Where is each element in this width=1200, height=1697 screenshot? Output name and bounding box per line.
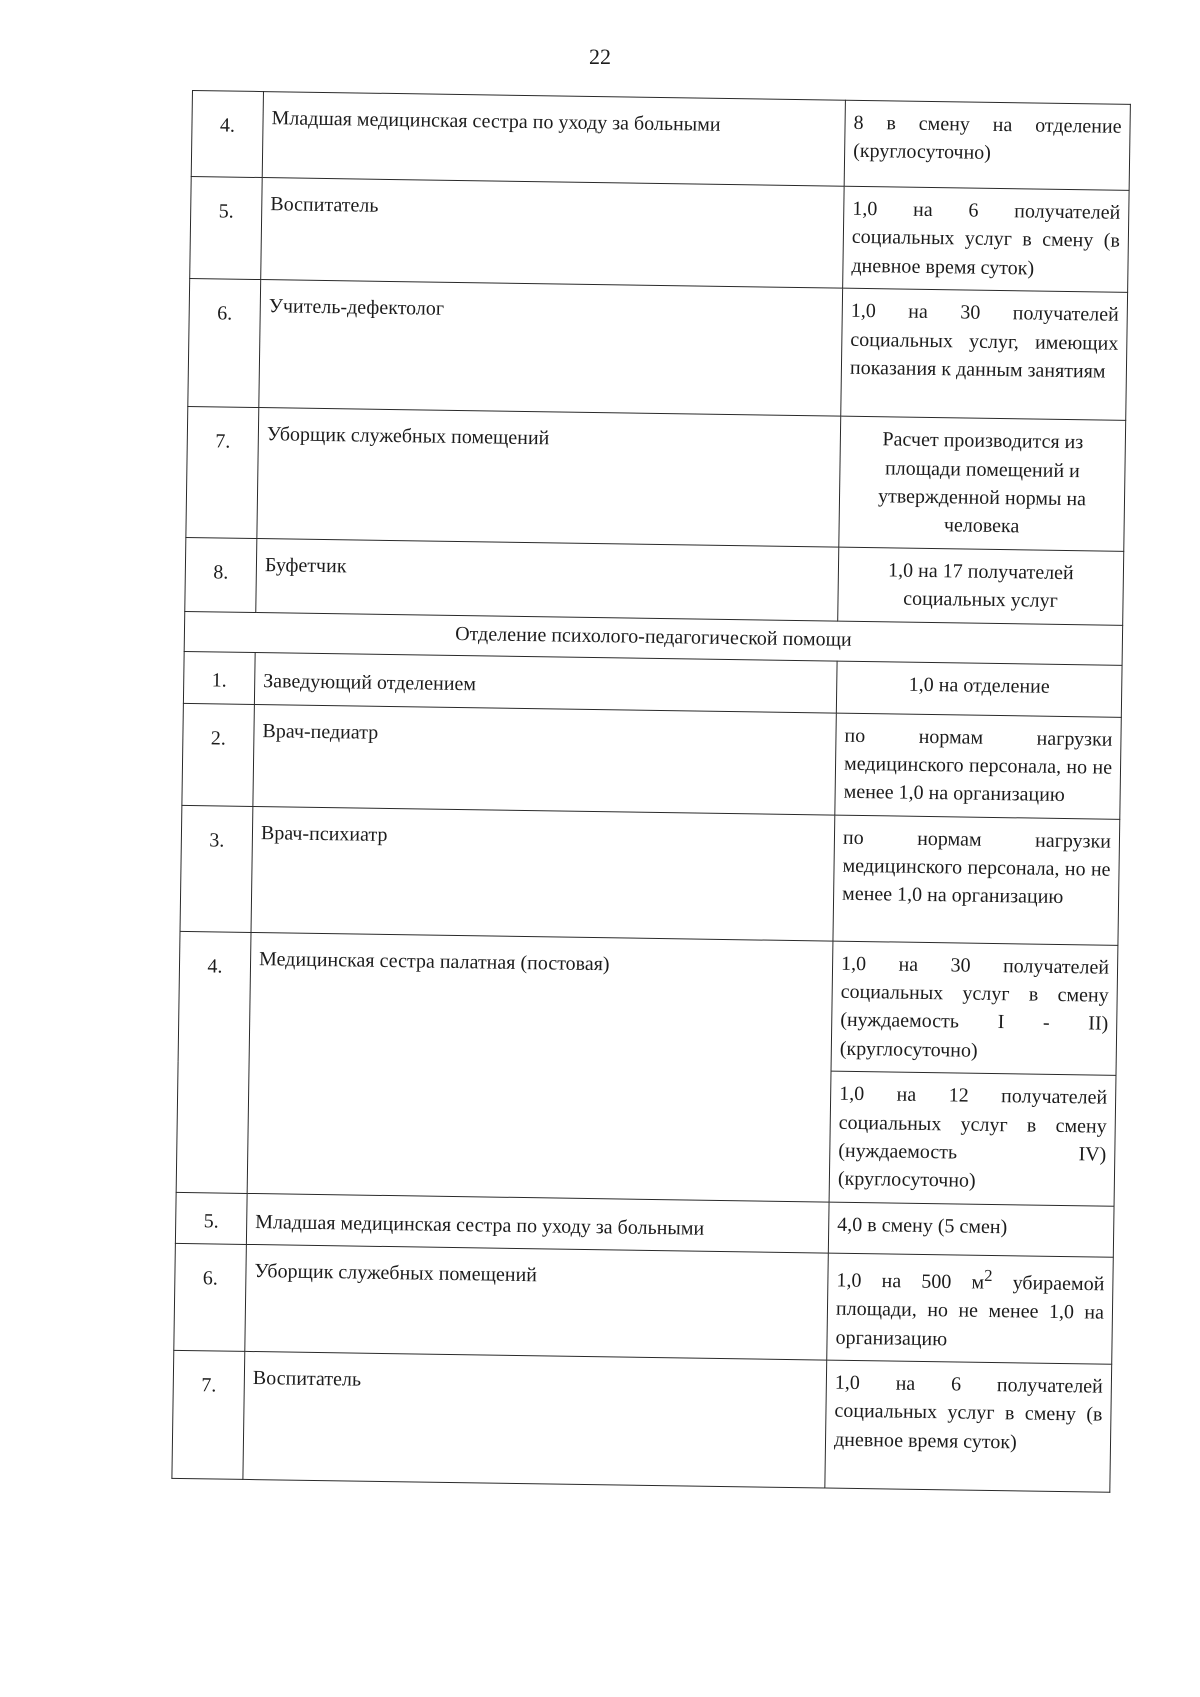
row-number: 4. [191, 91, 263, 178]
row-number: 5. [175, 1192, 247, 1244]
position-name: Врач-педиатр [253, 704, 836, 815]
table-row [190, 176, 1129, 292]
row-number: 3. [180, 805, 253, 932]
position-name: Уборщик служебных помещений [245, 1245, 829, 1360]
position-name: Воспитатель [261, 178, 844, 289]
staffing-norm: 1,0 на 30 получателей социальных услуг в смену (нуждаемость I - II) (круглосуточно) [831, 941, 1118, 1076]
staffing-norm: по нормам нагрузки медицинского персонала, но не менее 1,0 на организацию [835, 713, 1121, 819]
position-name: Уборщик служебных помещений [257, 408, 841, 547]
table-row [172, 1350, 1112, 1492]
row-number: 8. [185, 537, 257, 612]
staffing-norm: 1,0 на отделение [836, 661, 1122, 717]
position-name: Младшая медицинская сестра по уходу за больными [262, 92, 845, 187]
table-row [185, 537, 1124, 625]
norm-prefix: 1,0 на 500 м [836, 1269, 985, 1294]
norm-suffix: убираемой площади, но не менее 1,0 на организацию [835, 1271, 1105, 1350]
row-number: 5. [190, 176, 263, 279]
staffing-norm: по нормам нагрузки медицинского персонала, но не менее 1,0 на организацию [833, 815, 1120, 945]
staffing-norm [827, 1253, 1114, 1364]
position-name: Воспитатель [243, 1351, 827, 1488]
table-row [182, 703, 1121, 819]
staffing-norm: Расчет производится из площади помещений и утвержденной нормы на человека [839, 416, 1126, 551]
staffing-norm: 1,0 на 6 получателей социальных услуг в смену (в дневное время суток) [825, 1360, 1112, 1492]
position-name: Буфетчик [256, 538, 839, 620]
staffing-norm: 1,0 на 30 получателей социальных услуг, имеющих показания к данным занятиям [841, 288, 1128, 420]
table-row [188, 279, 1128, 421]
row-number: 7. [172, 1350, 245, 1479]
staffing-norm: 8 в смену на отделение (круглосуточно) [844, 100, 1130, 190]
row-number: 4. [176, 931, 251, 1193]
staffing-norm-secondary: 1,0 на 12 получателей социальных услуг в смену (нуждаемость IV) (круглосуточно) [829, 1071, 1116, 1206]
row-number: 1. [183, 651, 255, 704]
staffing-norm: 1,0 на 17 получателей социальных услуг [838, 547, 1124, 625]
table-row [174, 1244, 1113, 1365]
page-number: 22 [589, 44, 611, 69]
norm-superscript: 2 [984, 1266, 993, 1286]
staffing-table [171, 90, 1131, 1493]
position-name: Медицинская сестра палатная (постовая) [247, 932, 833, 1202]
table-row [178, 931, 1118, 1075]
position-name: Врач-психиатр [251, 806, 835, 941]
staffing-norm: 1,0 на 6 получателей социальных услуг в смену (в дневное время суток) [843, 186, 1129, 292]
position-name: Учитель-дефектолог [259, 280, 843, 417]
row-number: 7. [186, 407, 259, 539]
section-title: Отделение психолого-педагогической помощи [184, 611, 1122, 665]
table-row [180, 805, 1120, 945]
table-row [186, 407, 1126, 551]
row-number: 6. [188, 279, 261, 408]
row-number: 6. [174, 1244, 247, 1352]
row-number: 2. [182, 703, 255, 806]
position-name: Младшая медицинская сестра по уходу за больными [246, 1193, 829, 1253]
position-name: Заведующий отделением [254, 652, 837, 713]
table-row [191, 91, 1130, 191]
staffing-norm: 4,0 в смену (5 смен) [828, 1202, 1114, 1258]
